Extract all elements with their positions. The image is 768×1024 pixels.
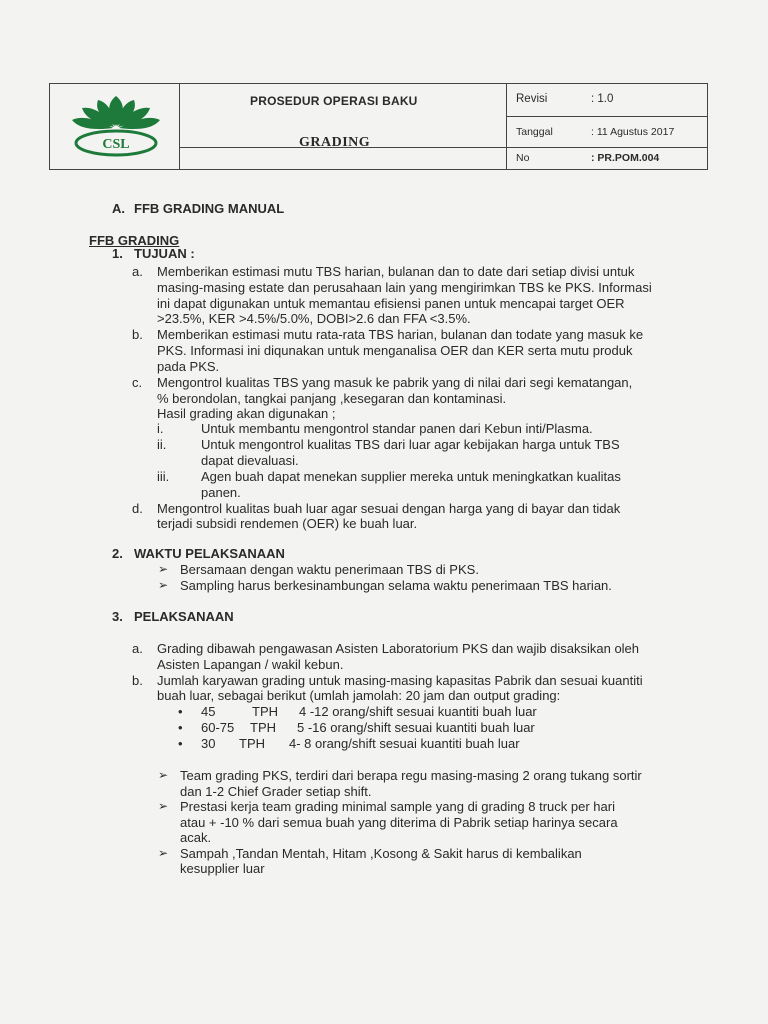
- arrow-bullet-icon: ➢: [158, 768, 169, 782]
- s2-marker: 2.: [112, 546, 123, 561]
- ffb-grading-heading: FFB GRADING: [89, 233, 180, 248]
- s1-title: TUJUAN :: [134, 246, 195, 261]
- s1-sub-ii-marker: ii.: [157, 437, 167, 452]
- arrow-bullet-icon: ➢: [158, 562, 169, 576]
- capacity-desc: 4- 8 orang/shift sesuai kuantiti buah luar: [289, 736, 520, 751]
- s3-bullet-line: atau + -10 % dari semua buah yang diterima di Pabrik setiap harinya secara: [180, 815, 618, 830]
- capacity-unit: TPH: [252, 704, 278, 719]
- svg-text:CSL: CSL: [102, 137, 130, 152]
- s1-item-d-marker: d.: [132, 501, 143, 516]
- s1-item-d-line: Mengontrol kualitas buah luar agar sesuai dengan harga yang di bayar dan tidak: [157, 501, 621, 516]
- section-a-title: FFB GRADING MANUAL: [134, 201, 285, 216]
- s1-item-c-marker: c.: [132, 375, 143, 390]
- s1-sub-iii-marker: iii.: [157, 469, 170, 484]
- s3-bullet-line: Team grading PKS, terdiri dari berapa regu masing-masing 2 orang tukang sortir: [180, 768, 642, 783]
- capacity-unit: TPH: [250, 720, 276, 735]
- s3-item-b-marker: b.: [132, 673, 143, 688]
- s1-marker: 1.: [112, 246, 123, 261]
- arrow-bullet-icon: ➢: [158, 578, 169, 592]
- s1-sub-i-line: Untuk membantu mengontrol standar panen dari Kebun inti/Plasma.: [201, 421, 593, 436]
- s1-item-b-line: pada PKS.: [157, 359, 220, 374]
- capacity-desc: 4 -12 orang/shift sesuai kuantiti buah luar: [299, 704, 537, 719]
- document-subtitle: GRADING: [299, 135, 371, 150]
- capacity-value: 30: [201, 736, 216, 751]
- s1-item-b-marker: b.: [132, 327, 143, 342]
- no-value: : PR.POM.004: [591, 152, 660, 164]
- s3-bullet-line: Prestasi kerja team grading minimal sample yang di grading 8 truck per hari: [180, 799, 615, 814]
- s1-sub-i-marker: i.: [157, 421, 164, 436]
- s1-item-a-line: >23.5%, KER >4.5%/5.0%, DOBI>2.6 dan FFA <3.5%.: [157, 311, 471, 326]
- no-label: No: [516, 152, 530, 164]
- arrow-bullet-icon: ➢: [158, 799, 169, 813]
- s1-sub-ii-line: Untuk mengontrol kualitas TBS dari luar agar kebijakan harga untuk TBS: [201, 437, 620, 452]
- s3-item-b-line: Jumlah karyawan grading untuk masing-masing kapasitas Pabrik dan sesuai kuantiti: [157, 673, 643, 688]
- s3-item-a-line: Asisten Lapangan / wakil kebun.: [157, 657, 344, 672]
- s2-title: WAKTU PELAKSANAAN: [134, 546, 285, 561]
- s1-sub-ii-line: dapat dievaluasi.: [201, 453, 299, 468]
- s3-bullet-line: Sampah ,Tandan Mentah, Hitam ,Kosong & Sakit harus di kembalikan: [180, 846, 582, 861]
- s1-item-c-line: Hasil grading akan digunakan ;: [157, 406, 336, 421]
- s2-bullet: Sampling harus berkesinambungan selama waktu penerimaan TBS harian.: [180, 578, 612, 593]
- s1-item-a-line: masing-masing estate dan perusahaan lain yang mengirimkan TBS ke PKS. Informasi: [157, 280, 652, 295]
- tanggal-label: Tanggal: [516, 126, 553, 138]
- s1-item-b-line: Memberikan estimasi mutu rata-rata TBS harian, bulanan dan todate yang masuk ke: [157, 327, 644, 342]
- s1-item-a-marker: a.: [132, 264, 143, 279]
- capacity-desc: 5 -16 orang/shift sesuai kuantiti buah luar: [297, 720, 535, 735]
- bullet-dot-icon: •: [178, 736, 183, 751]
- s1-item-c-line: % berondolan, tangkai panjang ,kesegaran dan kontaminasi.: [157, 391, 507, 406]
- s1-sub-iii-line: panen.: [201, 485, 241, 500]
- tanggal-value: : 11 Agustus 2017: [591, 126, 675, 138]
- s1-item-a-line: Memberikan estimasi mutu TBS harian, bulanan dan to date dari setiap divisi untuk: [157, 264, 635, 279]
- s3-item-a-marker: a.: [132, 641, 143, 656]
- s2-bullet: Bersamaan dengan waktu penerimaan TBS di PKS.: [180, 562, 479, 577]
- s1-item-b-line: PKS. Informasi ini diqunakan untuk menganalisa OER dan KER serta mutu produk: [157, 343, 633, 358]
- document-title: PROSEDUR OPERASI BAKU: [250, 94, 418, 108]
- section-a-marker: A.: [112, 201, 125, 216]
- s1-item-a-line: ini dapat digunakan untuk memantau efisiensi panen untuk mencapai target OER: [157, 296, 625, 311]
- revisi-label: Revisi: [516, 93, 548, 105]
- revisi-value: : 1.0: [591, 93, 614, 105]
- capacity-unit: TPH: [239, 736, 265, 751]
- capacity-value: 45: [201, 704, 216, 719]
- arrow-bullet-icon: ➢: [158, 846, 169, 860]
- s3-item-b-line: buah luar, sebagai berikut (umlah jamolah: 20 jam dan output grading:: [157, 688, 561, 703]
- s3-bullet-line: kesupplier luar: [180, 861, 265, 876]
- s1-item-d-line: terjadi subsidi rendemen (OER) ke buah luar.: [157, 516, 418, 531]
- csl-logo-icon: [68, 92, 164, 160]
- s1-sub-iii-line: Agen buah dapat menekan supplier mereka untuk meningkatkan kualitas: [201, 469, 621, 484]
- s3-item-a-line: Grading dibawah pengawasan Asisten Laboratorium PKS dan wajib disaksikan oleh: [157, 641, 640, 656]
- s1-item-c-line: Mengontrol kualitas TBS yang masuk ke pabrik yang di nilai dari segi kematangan,: [157, 375, 633, 390]
- s3-bullet-line: dan 1-2 Chief Grader setiap shift.: [180, 784, 372, 799]
- s3-title: PELAKSANAAN: [134, 609, 234, 624]
- document-header-table: [49, 83, 708, 170]
- capacity-value: 60-75: [201, 720, 235, 735]
- s3-bullet-line: acak.: [180, 830, 212, 845]
- bullet-dot-icon: •: [178, 720, 183, 735]
- bullet-dot-icon: •: [178, 704, 183, 719]
- s3-marker: 3.: [112, 609, 123, 624]
